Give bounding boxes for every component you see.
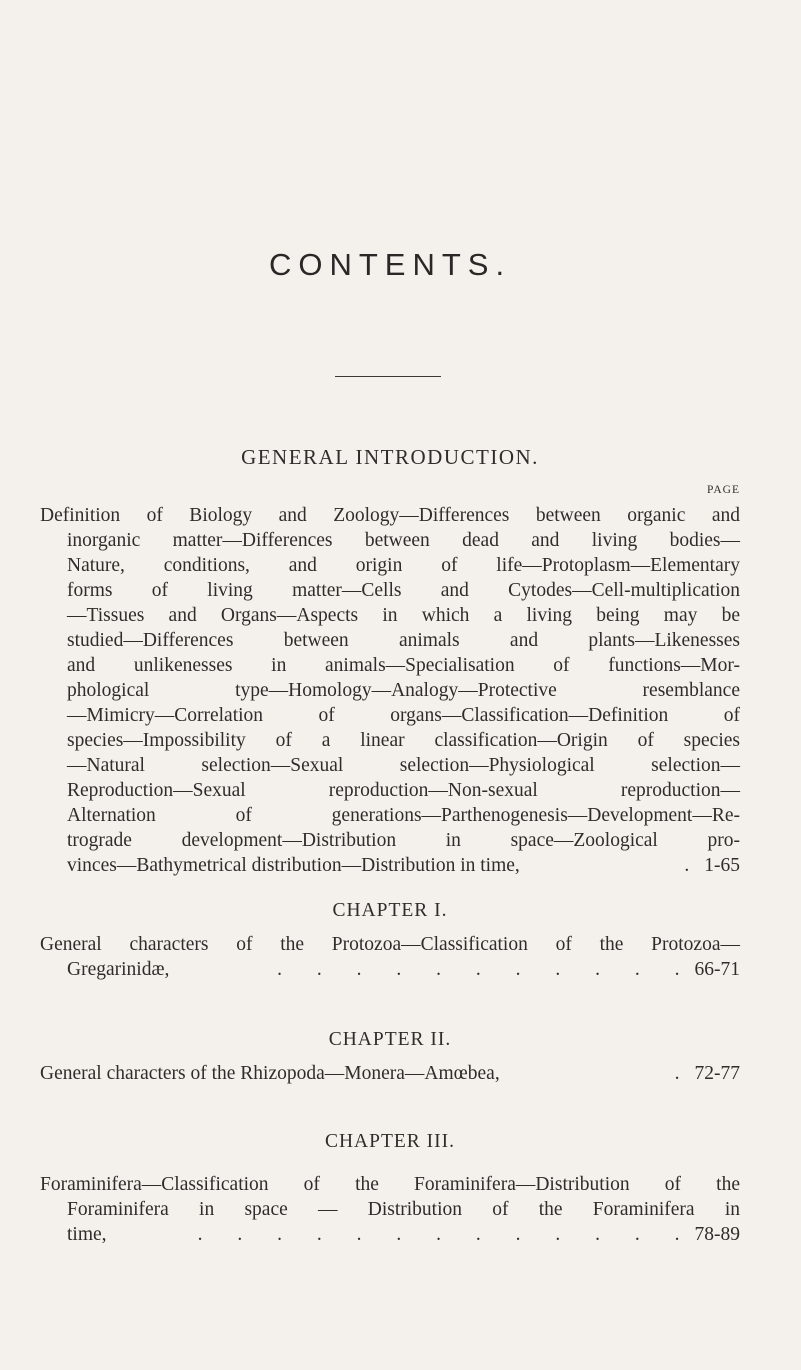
- entry-line: and unlikenesses in animals—Specialisation of functions—Mor-: [67, 655, 740, 676]
- toc-entry-chapter-1: [40, 932, 740, 982]
- contents-page: [40, 0, 740, 1370]
- entry-line: General characters of the Protozoa—Classification of the Protozoa—: [40, 934, 740, 955]
- entry-line: —Tissues and Organs—Aspects in which a living being may be: [67, 605, 740, 626]
- dot-leader: . . . . . . . . . . .: [277, 959, 695, 980]
- entry-line-final: [40, 1222, 740, 1247]
- entry-line: Foraminifera—Classification of the Foraminifera—Distribution of the: [40, 1174, 740, 1195]
- page-column-label: PAGE: [707, 484, 740, 496]
- dot-leader: .: [684, 855, 705, 876]
- entry-line: Definition of Biology and Zoology—Differences between organic and: [40, 505, 740, 526]
- entry-line-final: [40, 957, 740, 982]
- entry-line-text: vinces—Bathymetrical distribution—Distribution in time,: [67, 855, 520, 876]
- entry-line: Foraminifera in space — Distribution of the Foraminifera in: [67, 1199, 740, 1220]
- entry-line-final: [40, 853, 740, 878]
- entry-line-text: Gregarinidæ,: [67, 959, 170, 980]
- chapter-heading-3: CHAPTER III.: [324, 1131, 456, 1152]
- chapter-heading-1: CHAPTER I.: [332, 900, 448, 921]
- dot-leader: .: [674, 1063, 695, 1084]
- toc-entry-general-introduction: [40, 503, 740, 878]
- page-number: 72-77: [694, 1063, 740, 1084]
- entry-line: trograde development—Distribution in space—Zoological pro-: [67, 830, 740, 851]
- page-range: [192, 1222, 740, 1247]
- entry-line-text: time,: [67, 1224, 107, 1245]
- entry-line: studied—Differences between animals and plants—Likenesses: [67, 630, 740, 651]
- page-number: 78-89: [694, 1224, 740, 1245]
- entry-line: inorganic matter—Differences between dead and living bodies—: [67, 530, 740, 551]
- entry-line: phological type—Homology—Analogy—Protective resemblance: [67, 680, 740, 701]
- page-range: [669, 1061, 740, 1086]
- entry-line-text: General characters of the Rhizopoda—Monera—Amœbea,: [40, 1063, 500, 1084]
- entry-line: —Mimicry—Correlation of organs—Classification—Definition of: [67, 705, 740, 726]
- page-number: 1-65: [704, 855, 740, 876]
- entry-line: Reproduction—Sexual reproduction—Non-sexual reproduction—: [67, 780, 740, 801]
- page-range: [271, 957, 740, 982]
- entry-line: species—Impossibility of a linear classification—Origin of species: [67, 730, 740, 751]
- toc-entry-chapter-3: [40, 1172, 740, 1247]
- dot-leader: . . . . . . . . . . . . .: [197, 1224, 695, 1245]
- entry-line: Nature, conditions, and origin of life—Protoplasm—Elementary: [67, 555, 740, 576]
- page-range: [678, 853, 740, 878]
- entry-line: —Natural selection—Sexual selection—Physiological selection—: [67, 755, 740, 776]
- toc-entry-chapter-2: [40, 1061, 740, 1086]
- page-number: 66-71: [694, 959, 740, 980]
- title-divider: [335, 376, 441, 377]
- entry-line-final: [40, 1061, 740, 1086]
- entry-line: forms of living matter—Cells and Cytodes—Cell-multiplication: [67, 580, 740, 601]
- section-heading-general-introduction: GENERAL INTRODUCTION.: [241, 445, 539, 469]
- chapter-heading-2: CHAPTER II.: [328, 1029, 452, 1050]
- page-title: CONTENTS.: [268, 247, 512, 282]
- entry-line: Alternation of generations—Parthenogenesis—Development—Re-: [67, 805, 740, 826]
